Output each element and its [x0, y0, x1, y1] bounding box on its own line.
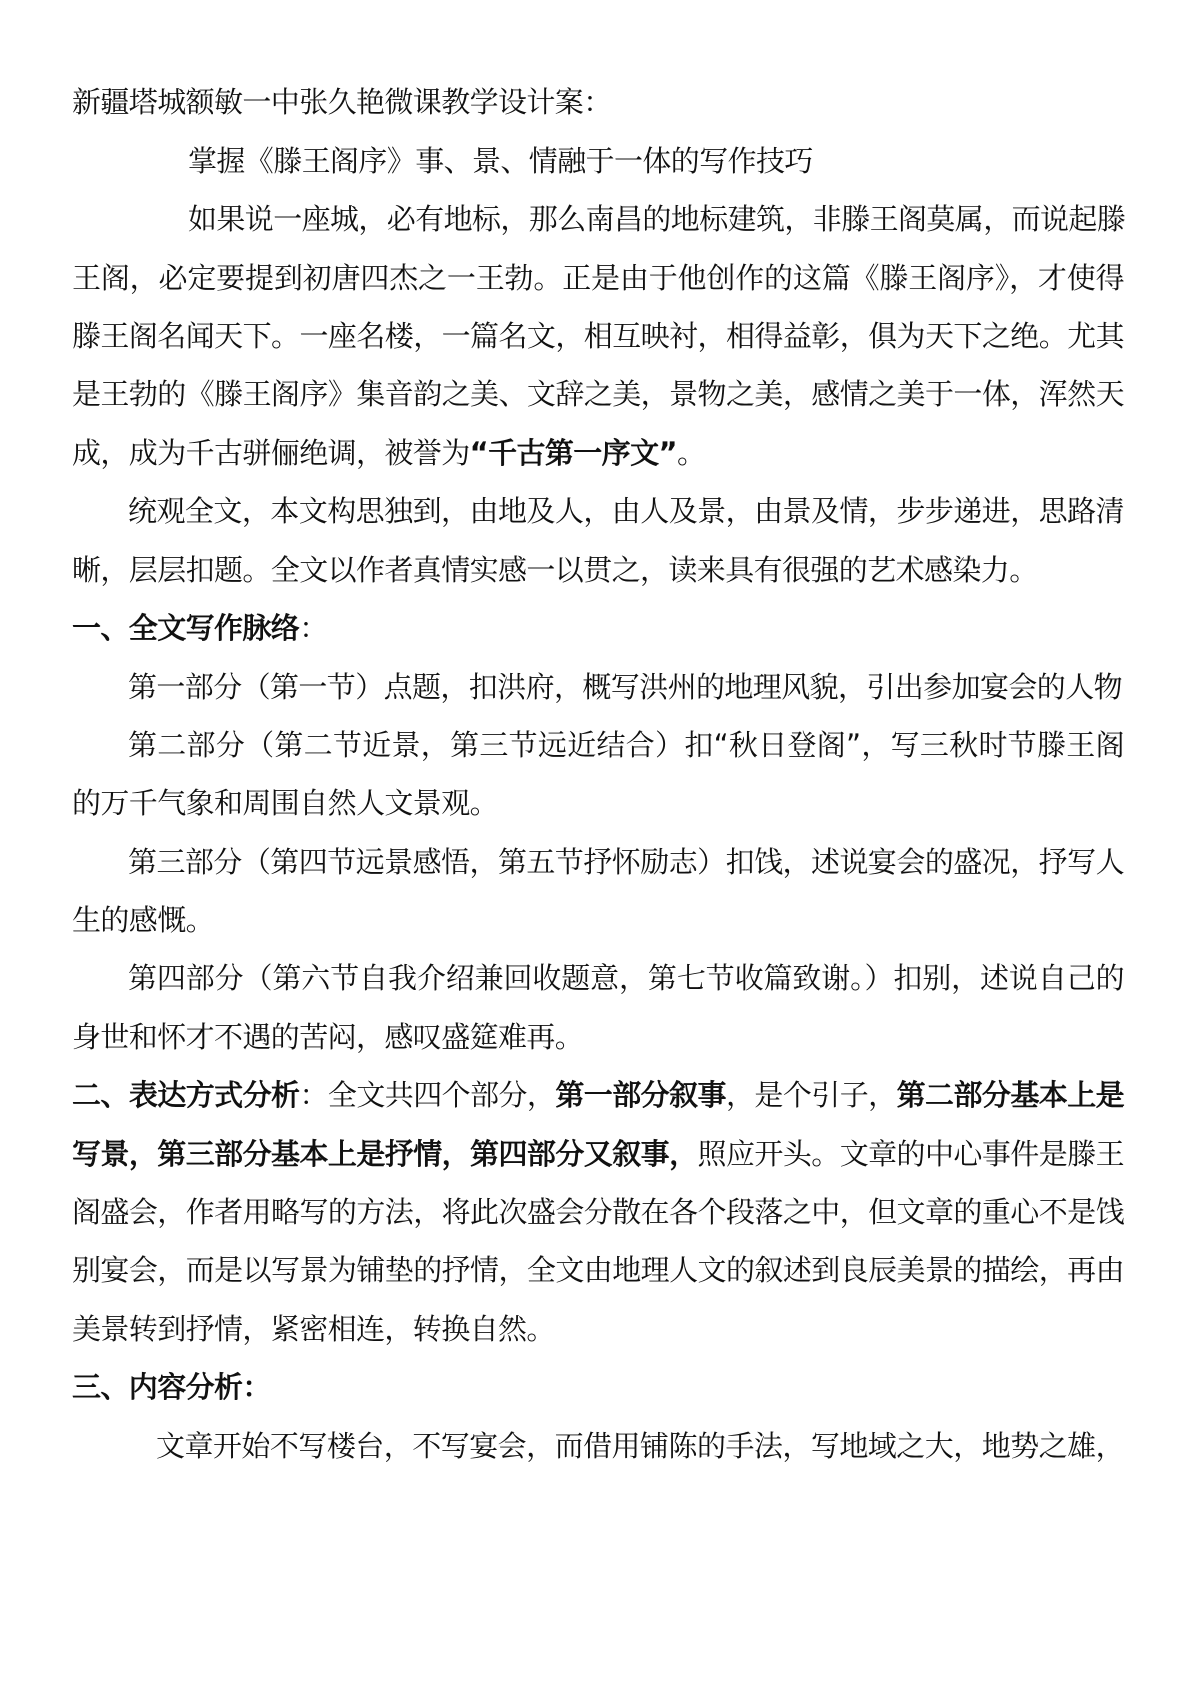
section-2-line [72, 1075, 1124, 1115]
overview-line: 统观全文，本文构思独到，由地及人，由人及景，由景及情，步步递进，思路清 [128, 494, 1124, 528]
part-4-line: 第四部分（第六节自我介绍兼回收题意，第七节收篇致谢。）扣别，述说自己的 [128, 961, 1124, 995]
part-1-line: 第一部分（第一节）点题，扣洪府，概写洪州的地理风貌，引出参加宴会的人物 [128, 670, 1123, 704]
section-1-heading [72, 608, 1124, 648]
part-2-line: 的万千气象和周围自然人文景观。 [72, 786, 499, 820]
analysis-text: ：全文共四个部分， [299, 1078, 556, 1112]
heading-colon: ： [299, 611, 328, 645]
intro-line: 如果说一座城，必有地标，那么南昌的地标建筑，非滕王阁莫属，而说起滕 [188, 202, 1126, 236]
analysis-text: 照应开头。文章的中心事件是滕王 [697, 1137, 1124, 1171]
part-3-line: 第三部分（第四节远景感悟，第五节抒怀励志）扣饯，述说宴会的盛况，抒写人 [128, 845, 1124, 879]
intro-text: 成，成为千古骈俪绝调，被誉为 [72, 436, 470, 470]
analysis-emphasis: 第二部分基本上是 [896, 1078, 1125, 1112]
section-2-line: 阁盛会，作者用略写的方法，将此次盛会分散在各个段落之中，但文章的重心不是饯 [72, 1195, 1124, 1229]
section-2-line: 别宴会，而是以写景为铺垫的抒情，全文由地理人文的叙述到良辰美景的描绘，再由 [72, 1253, 1124, 1287]
section-1-title: 一、全文写作脉络 [72, 611, 300, 645]
section-3-title: 三、内容分析： [72, 1370, 271, 1404]
intro-line [72, 433, 1124, 473]
part-3-line: 生的感慨。 [72, 903, 215, 937]
part-4-line: 身世和怀才不遇的苦闷，感叹盛筵难再。 [72, 1020, 584, 1054]
emphasis-quote: “千古第一序文” [469, 436, 677, 470]
analysis-emphasis: 写景，第三部分基本上是抒情，第四部分又叙事， [72, 1137, 698, 1171]
section-2-title: 二、表达方式分析 [72, 1078, 300, 1112]
intro-line: 王阁，必定要提到初唐四杰之一王勃。正是由于他创作的这篇《滕王阁序》，才使得 [72, 261, 1124, 295]
section-2-line [72, 1134, 1124, 1174]
part-2-line: 第二部分（第二节近景，第三节远近结合）扣“秋日登阁”，写三秋时节滕王阁 [128, 728, 1124, 762]
analysis-emphasis: 第一部分叙事 [555, 1078, 726, 1112]
section-2-line: 美景转到抒情，紧密相连，转换自然。 [72, 1312, 555, 1346]
section-3-line: 文章开始不写楼台，不写宴会，而借用铺陈的手法，写地域之大，地势之雄， [156, 1429, 1124, 1463]
intro-line: 滕王阁名闻天下。一座名楼，一篇名文，相互映衬，相得益彰，俱为天下之绝。尤其 [72, 319, 1124, 353]
intro-line: 是王勃的《滕王阁序》集音韵之美、文辞之美，景物之美，感情之美于一体，浑然天 [72, 377, 1124, 411]
document-title: 掌握《滕王阁序》事、景、情融于一体的写作技巧 [188, 144, 813, 178]
overview-line: 晰，层层扣题。全文以作者真情实感一以贯之，读来具有很强的艺术感染力。 [72, 553, 1038, 587]
intro-text: 。 [676, 436, 706, 470]
document-header: 新疆塔城额敏一中张久艳微课教学设计案： [72, 85, 612, 119]
analysis-text: ，是个引子， [725, 1078, 897, 1112]
section-3-heading [72, 1367, 1124, 1407]
